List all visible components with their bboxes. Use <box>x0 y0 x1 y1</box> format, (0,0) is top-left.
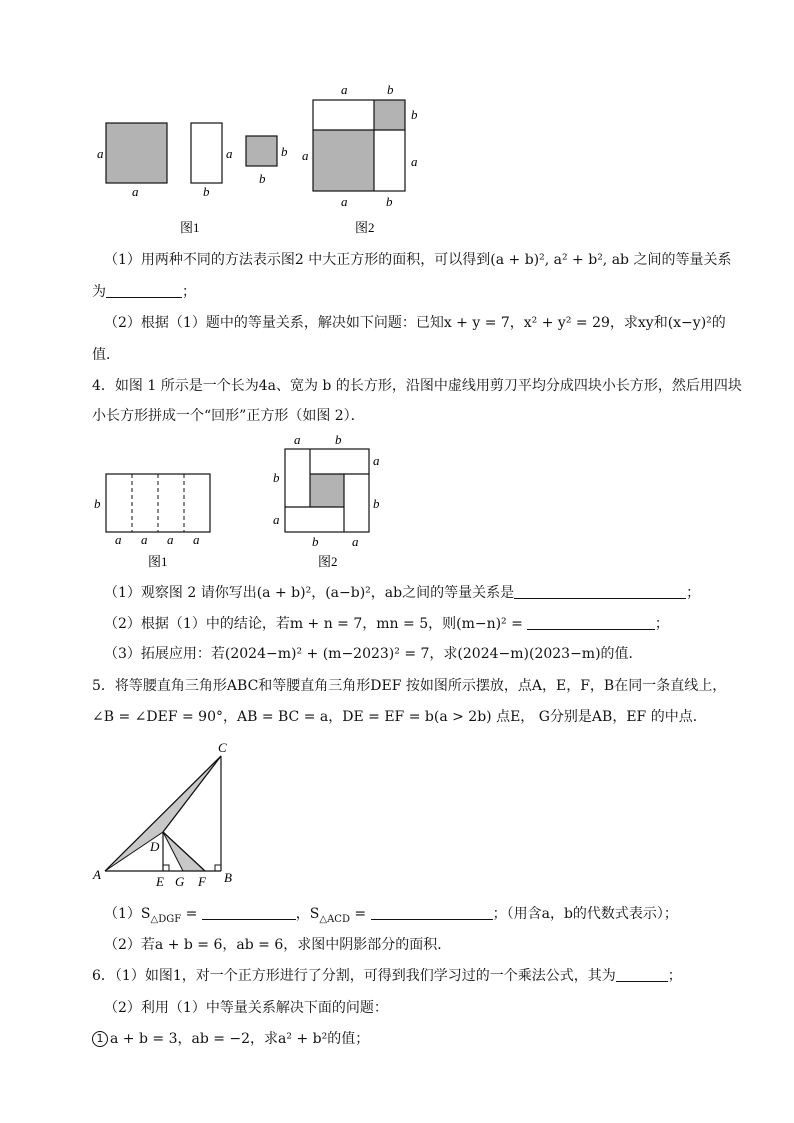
q5-s-label2: ，S <box>295 906 320 922</box>
label-a-left: a <box>97 146 104 161</box>
caption-fig4-1: 图1 <box>148 554 168 569</box>
q5-part1-end: ；（用含a，b的代数式表示）； <box>492 906 678 922</box>
label-bottom-a: a <box>341 194 348 209</box>
label-bottom-b: b <box>312 534 319 549</box>
label-C: C <box>218 740 227 755</box>
q3-part2-line2 <box>92 346 120 364</box>
label-right-b: b <box>373 496 380 511</box>
q5-part2-text: （2）若a + b = 6，ab = 6，求图中阴影部分的面积． <box>104 937 452 953</box>
label-B: B <box>224 870 232 885</box>
label-left-a: a <box>302 148 309 163</box>
label-b-sq-right: b <box>281 144 288 159</box>
fig4-2 <box>273 432 380 569</box>
q3-part2-line1 <box>104 314 726 332</box>
label-A: A <box>93 867 101 882</box>
answer-blank-q3-1[interactable] <box>106 283 182 298</box>
circled-number-1: 1 <box>92 1031 108 1047</box>
q4-part2 <box>104 615 669 633</box>
q4-stem-line1 <box>92 377 742 395</box>
label-E: E <box>156 874 164 889</box>
q4-part2-text: （2）根据（1）中的结论，若m + n = 7，mn = 5，则(m−n)² = <box>104 616 523 632</box>
q6-case1 <box>92 1030 369 1048</box>
q4-part1-text: （1）观察图 2 请你写出(a + b)²，(a−b)²，ab之间的等量关系是 <box>104 585 515 601</box>
rect-ab <box>191 123 222 183</box>
label-left-a: a <box>273 512 280 527</box>
q3-part2-end: 值． <box>92 347 120 363</box>
square-b <box>246 136 277 166</box>
q6-part2-text: （2）利用（1）中等量关系解决下面的问题： <box>104 1000 388 1016</box>
fig3-2 <box>302 82 418 235</box>
q3-part1-text: （1）用两种不同的方法表示图2 中大正方形的面积，可以得到(a + b)², a² + b², ab 之间的等量关系 <box>104 252 732 268</box>
q3-part2-text: （2）根据（1）题中的等量关系，解决如下问题：已知x + y = 7，x² + y² = 29，求xy和(x−y)²的 <box>104 315 726 331</box>
answer-blank-q4-2[interactable] <box>527 615 655 630</box>
q5-stem-a: 5．将等腰直角三角形ABC和等腰直角三角形DEF 按如图所示摆放，点A，E，F，B在同一条直线上， <box>92 678 727 694</box>
label-b-sq-bottom: b <box>259 171 266 186</box>
q4-part3 <box>104 645 643 663</box>
square-a <box>106 123 167 183</box>
q3-part1-prefix: 为 <box>92 284 106 300</box>
q5-sub-acd: △ACD <box>319 913 350 925</box>
label-right-a: a <box>411 154 418 169</box>
label-a-rect: a <box>226 146 233 161</box>
q5-eq1: = <box>181 906 202 922</box>
label-D: D <box>150 839 160 854</box>
answer-blank-q5-acd[interactable] <box>371 905 493 920</box>
label-a1: a <box>115 532 122 547</box>
caption-fig2: 图2 <box>355 220 375 235</box>
q5-eq2: = <box>349 906 371 922</box>
q6-part2 <box>104 999 388 1017</box>
q5-stem-b: ∠B = ∠DEF = 90°，AB = BC = a，DE = EF = b(a > 2b) 点E， G分别是AB，EF 的中点． <box>92 709 707 725</box>
q5-part2 <box>104 936 451 954</box>
answer-blank-q5-dgf[interactable] <box>202 905 296 920</box>
q3-part1-line2 <box>92 283 196 301</box>
label-a3: a <box>167 532 174 547</box>
q6-stem-end: ； <box>667 968 682 984</box>
fig3-1 <box>97 123 288 235</box>
label-a-bottom: a <box>132 184 139 199</box>
label-G: G <box>175 874 185 889</box>
label-top-a: a <box>341 82 348 97</box>
q6-stem-text: 6．（1）如图1，对一个正方形进行了分割，可得到我们学习过的一个乘法公式，其为 <box>92 968 616 984</box>
q4-stem-b: 小长方形拼成一个“回形”正方形（如图 2）． <box>92 408 365 424</box>
label-top-b: b <box>387 82 394 97</box>
q5-stem-line2 <box>92 708 707 726</box>
label-a4: a <box>193 532 200 547</box>
q4-stem-a: 4．如图 1 所示是一个长为4a、宽为 b 的长方形，沿图中虚线用剪刀平均分成四块小长方形，然后用四块 <box>92 378 742 394</box>
q3-part1-end: ； <box>182 284 196 300</box>
q4-part3-text: （3）拓展应用：若(2024−m)² + (m−2023)² = 7，求(2024−m)(2023−m)的值． <box>104 646 643 662</box>
q6-case1-text: a + b = 3，ab = −2，求a² + b²的值； <box>110 1031 370 1047</box>
label-b-rect: b <box>203 184 210 199</box>
q6-stem <box>92 967 682 985</box>
caption-fig1: 图1 <box>180 220 200 235</box>
q5-part1 <box>104 905 678 929</box>
label-a2: a <box>141 532 148 547</box>
q4-part1-end: ； <box>686 585 701 601</box>
label-right-a: a <box>373 453 380 468</box>
q3-part1-line1 <box>104 251 731 269</box>
label-bottom-b: b <box>386 194 393 209</box>
label-right-b: b <box>411 107 418 122</box>
answer-blank-q4-1[interactable] <box>514 584 686 599</box>
q4-part2-end: ； <box>654 616 669 632</box>
fig4-1 <box>94 474 210 569</box>
q5-sub-dgf: △DGF <box>150 913 182 925</box>
q5-s-label: （1）S <box>104 906 151 922</box>
label-top-a: a <box>294 432 301 447</box>
q4-stem-line2 <box>92 407 365 425</box>
caption-fig4-2: 图2 <box>318 554 338 569</box>
fig5 <box>92 740 232 889</box>
label-F: F <box>198 874 206 889</box>
answer-blank-q6-1[interactable] <box>616 967 668 982</box>
label-b: b <box>94 496 101 511</box>
q5-stem-line1 <box>92 677 726 695</box>
label-bottom-a: a <box>352 534 359 549</box>
q4-part1 <box>104 584 700 602</box>
label-left-b: b <box>273 470 280 485</box>
label-top-b: b <box>335 432 342 447</box>
